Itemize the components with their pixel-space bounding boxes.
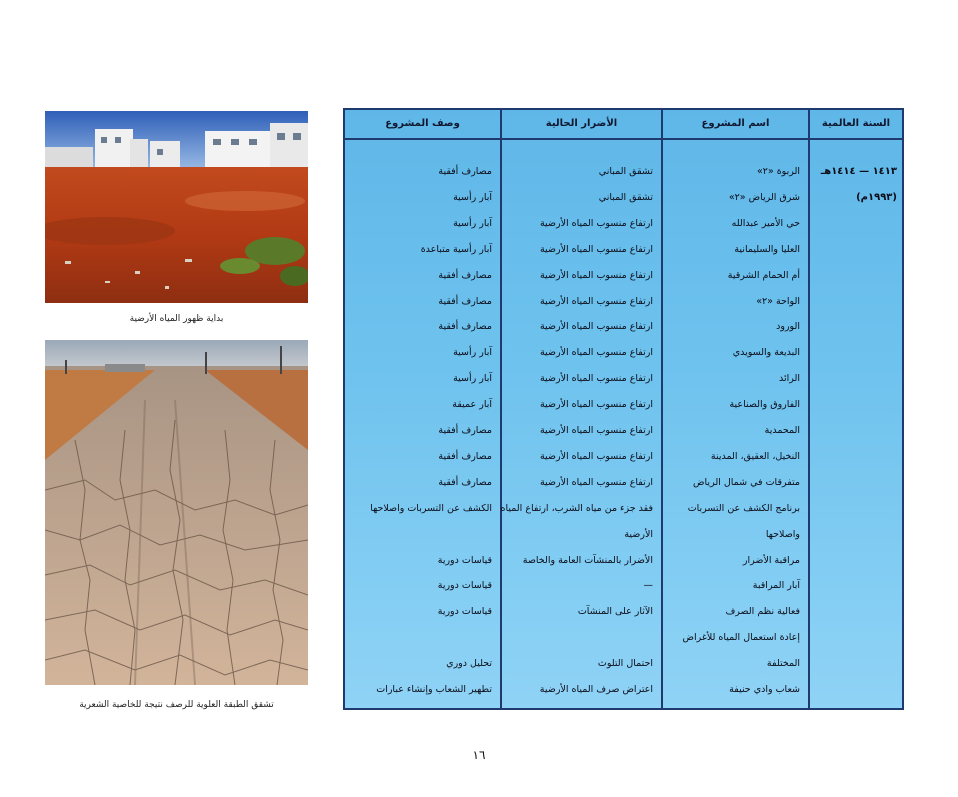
description-cell: مصارف أفقية [438, 450, 492, 462]
description-cell: آبار رأسية [453, 347, 492, 359]
description-cell: مصارف أفقية [438, 425, 492, 436]
bottom-photo-caption: تشقق الطبقة العلوية للرصف نتيجة للخاصية الشعرية [79, 700, 274, 710]
description-cell: تطهير الشعاب وإنشاء عبارات [376, 684, 492, 695]
damage-cell: ارتفاع منسوب المياه الأرضية [539, 476, 653, 488]
description-cell: قياسات دورية [437, 580, 492, 592]
description-cell: قياسات دورية [437, 606, 492, 618]
description-cell: مصارف أفقية [438, 295, 492, 307]
description-cell: آبار رأسية [453, 217, 492, 229]
damage-cell: ارتفاع منسوب المياه الأرضية [539, 347, 653, 359]
project-name-cell: الفاروق والصناعية [729, 399, 800, 411]
damage-cell: ارتفاع منسوب المياه الأرضية [539, 425, 653, 436]
project-name-cell: شرق الرياض «٢» [728, 191, 800, 203]
damage-cell: ارتفاع منسوب المياه الأرضية [539, 243, 653, 255]
project-name-cell: الرائد [778, 373, 800, 385]
column-divider [808, 110, 810, 708]
description-cell: آبار رأسية [453, 191, 492, 203]
description-cell: آبار عميقة [452, 399, 492, 411]
project-name-cell: مراقبة الأضرار [742, 554, 800, 566]
top-photo-caption: بداية ظهور المياه الأرضية [129, 314, 224, 324]
damage-cell: الأرضية [624, 528, 653, 540]
damage-cell: ارتفاع منسوب المياه الأرضية [539, 373, 653, 385]
column-divider [500, 110, 502, 708]
description-cell: مصارف أفقية [438, 321, 492, 333]
year-gregorian: (١٩٩٣م) [856, 192, 897, 203]
damage-cell: الأضرار بالمنشآت العامة والخاصة [522, 554, 653, 566]
year-range: ١٤١٣ — ١٤١٤هـ [820, 166, 897, 177]
projects-table [343, 108, 904, 710]
description-cell: مصارف أفقية [438, 166, 492, 177]
project-name-cell: فعالية نظم الصرف [725, 606, 800, 618]
project-name-cell: المحمدية [764, 425, 800, 436]
description-cell: آبار رأسية متباعدة [420, 243, 492, 255]
table-header [345, 110, 902, 140]
page-number: ١٦ [472, 748, 486, 762]
project-name-cell: الورود [776, 321, 800, 333]
damage-cell: الآثار على المنشآت [577, 606, 653, 618]
project-name-cell: برنامج الكشف عن التسربات [687, 502, 800, 514]
project-name-cell: البديعة والسويدي [732, 347, 800, 359]
damage-cell: — [643, 580, 653, 592]
project-name-cell: أم الحمام الشرقية [727, 269, 800, 281]
project-name-cell: المختلفة [766, 658, 800, 670]
damage-cell: اعتراض صرف المياه الأرضية [539, 684, 653, 695]
project-name-cell: النخيل، العقيق، المدينة [710, 450, 800, 462]
project-name-cell: آبار المراقبة [752, 580, 800, 592]
damage-cell: احتمال التلوث [597, 658, 653, 670]
damage-cell: ارتفاع منسوب المياه الأرضية [539, 450, 653, 462]
header-project: اسم المشروع [701, 118, 770, 129]
project-name-cell: إعادة استعمال المياه للأغراض [682, 632, 800, 644]
damage-cell: ارتفاع منسوب المياه الأرضية [539, 217, 653, 229]
project-name-cell: العليا والسليمانية [734, 243, 800, 255]
damage-cell: تشقق المباني [598, 191, 653, 203]
damage-cell: تشقق المباني [598, 166, 653, 177]
groundwater-photo [45, 111, 308, 303]
project-name-cell: حي الأمير عبدالله [731, 217, 800, 229]
project-name-cell: شعاب وادي حنيفة [729, 684, 800, 695]
description-cell: تحليل دوري [446, 658, 492, 670]
damage-cell: فقد جزء من مياه الشرب، ارتفاع المياه [500, 502, 653, 514]
description-cell: الكشف عن التسربات واصلاحها [370, 502, 492, 514]
description-cell [347, 628, 492, 648]
project-name-cell: الربوة «٢» [756, 166, 800, 177]
description-cell: مصارف أفقية [438, 476, 492, 488]
damage-cell: ارتفاع منسوب المياه الأرضية [539, 399, 653, 411]
description-cell: قياسات دورية [437, 554, 492, 566]
description-cell: مصارف أفقية [438, 269, 492, 281]
damage-cell: ارتفاع منسوب المياه الأرضية [539, 295, 653, 307]
description-cell: آبار رأسية [453, 373, 492, 385]
damage-cell: ارتفاع منسوب المياه الأرضية [539, 321, 653, 333]
damage-cell: ارتفاع منسوب المياه الأرضية [539, 269, 653, 281]
header-damage: الأضرار الحالية [545, 118, 618, 129]
description-cell [347, 525, 492, 545]
header-year: السنة العالمية [821, 118, 891, 129]
project-name-cell: الواحة «٢» [756, 295, 800, 307]
project-name-cell: متفرقات في شمال الرياض [693, 476, 800, 488]
project-name-cell: واصلاحها [765, 528, 800, 540]
damage-cell [503, 628, 653, 648]
header-description: وصف المشروع [385, 118, 460, 129]
cracked-road-photo [45, 340, 308, 685]
